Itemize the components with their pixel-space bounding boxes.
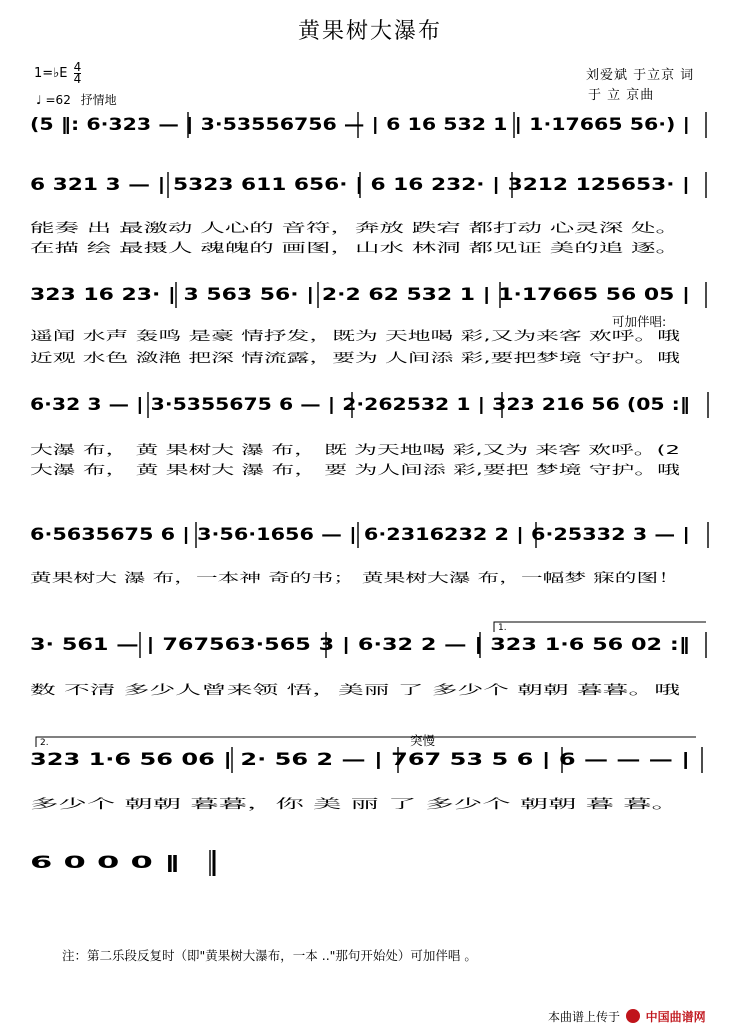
notes-line: 6·5635675 6 | 3·56·1656 — | 6·2316232 2 | 6·25332 3 — | <box>30 525 690 545</box>
composer-credit: 于 立 京曲 <box>588 88 655 103</box>
volta-bracket <box>36 737 696 747</box>
volta-number: 1. <box>498 623 507 633</box>
lyrics-line: 多少个 朝朝 暮暮，你 美 丽 了 多少个 朝朝 暮 暮。 <box>30 796 680 811</box>
lyrics-line: 在描 绘 最摄人 魂魄的 画图，山水 林洞 都见证 美的追 逐。 <box>30 240 680 255</box>
time-denominator: 4 <box>73 72 82 86</box>
site-name: 中国曲谱网 <box>645 1010 706 1024</box>
notes-line: 323 1·6 56 06 | 2· 56 2 — | 767 53 5 6 | 6 — — — | <box>30 750 690 770</box>
tempo-value: =62 <box>45 93 71 107</box>
notes-line: 6 321 3 — | 5323 611 656· | 6 16 232· | 3212 125653· | <box>30 175 690 195</box>
volta-number: 2. <box>40 738 49 748</box>
volta-bracket <box>494 622 706 632</box>
lyrics-line: 数 不清 多少人曾来领 悟，美丽 了 多少个 朝朝 暮暮。哦 <box>30 682 682 697</box>
site-logo-icon <box>626 1009 640 1023</box>
lyrics-line: 大瀑 布， 黄 果树大 瀑 布， 既 为天地喝 彩,又为 来客 欢呼。(2 <box>30 442 680 457</box>
notes-line: (5 ‖: 6·323 — | 3·53556756 — | 6 16 532 1 | 1·17665 56·) | <box>30 115 690 135</box>
lyrics-line: 黄果树大 瀑 布，一本神 奇的书； 黄果树大瀑 布，一幅梦 寐的图！ <box>30 570 680 585</box>
tempo-expression: 抒情地 <box>80 93 117 107</box>
notes-line: 6 0 0 0 ‖ <box>30 853 180 873</box>
lyrics-line: 遥闻 水声 轰鸣 是豪 情抒发，既为 天地喝 彩,又为来客 欢呼。哦 <box>30 328 681 343</box>
performance-annotation: 可加伴唱: <box>612 314 667 329</box>
upload-text: 本曲谱上传于 <box>548 1010 621 1024</box>
lyrics-line: 大瀑 布， 黄 果树大 瀑 布， 要 为人间添 彩,要把 梦境 守护。哦 <box>30 462 681 477</box>
lyrics-line: 近观 水色 潋滟 把深 情流露，要为 人间添 彩,要把梦境 守护。哦 <box>30 350 681 365</box>
notes-line: 6·32 3 — | 3·5355675 6 — | 2·262532 1 | 323 216 56 (05 :‖ <box>30 395 690 415</box>
notes-line: 3· 561 — | 767563·565 3 | 6·32 2 — | 323 1·6 56 02 :‖ <box>30 635 690 655</box>
lyricist-credit: 刘爱斌 于立京 词 <box>586 68 695 83</box>
quarter-note-icon: ♩ <box>36 93 42 107</box>
time-numerator: 4 <box>73 60 82 74</box>
footer-credit <box>548 1008 706 1025</box>
notes-line: 323 16 23· | 3 563 56· | 2·2 62 532 1 | 1·17665 56 05 | <box>30 285 690 305</box>
key-label: 1=♭E <box>34 66 68 81</box>
footnote: 注：第二乐段反复时（即"黄果树大瀑布，一本 .."那句开始处）可加伴唱 。 <box>62 948 477 963</box>
lyrics-line: 能奏 出 最激动 人心的 音符，奔放 跌宕 都打动 心灵深 处。 <box>30 220 680 235</box>
performance-annotation: 突慢 <box>410 733 436 748</box>
page-title: 黄果树大瀑布 <box>297 19 442 44</box>
